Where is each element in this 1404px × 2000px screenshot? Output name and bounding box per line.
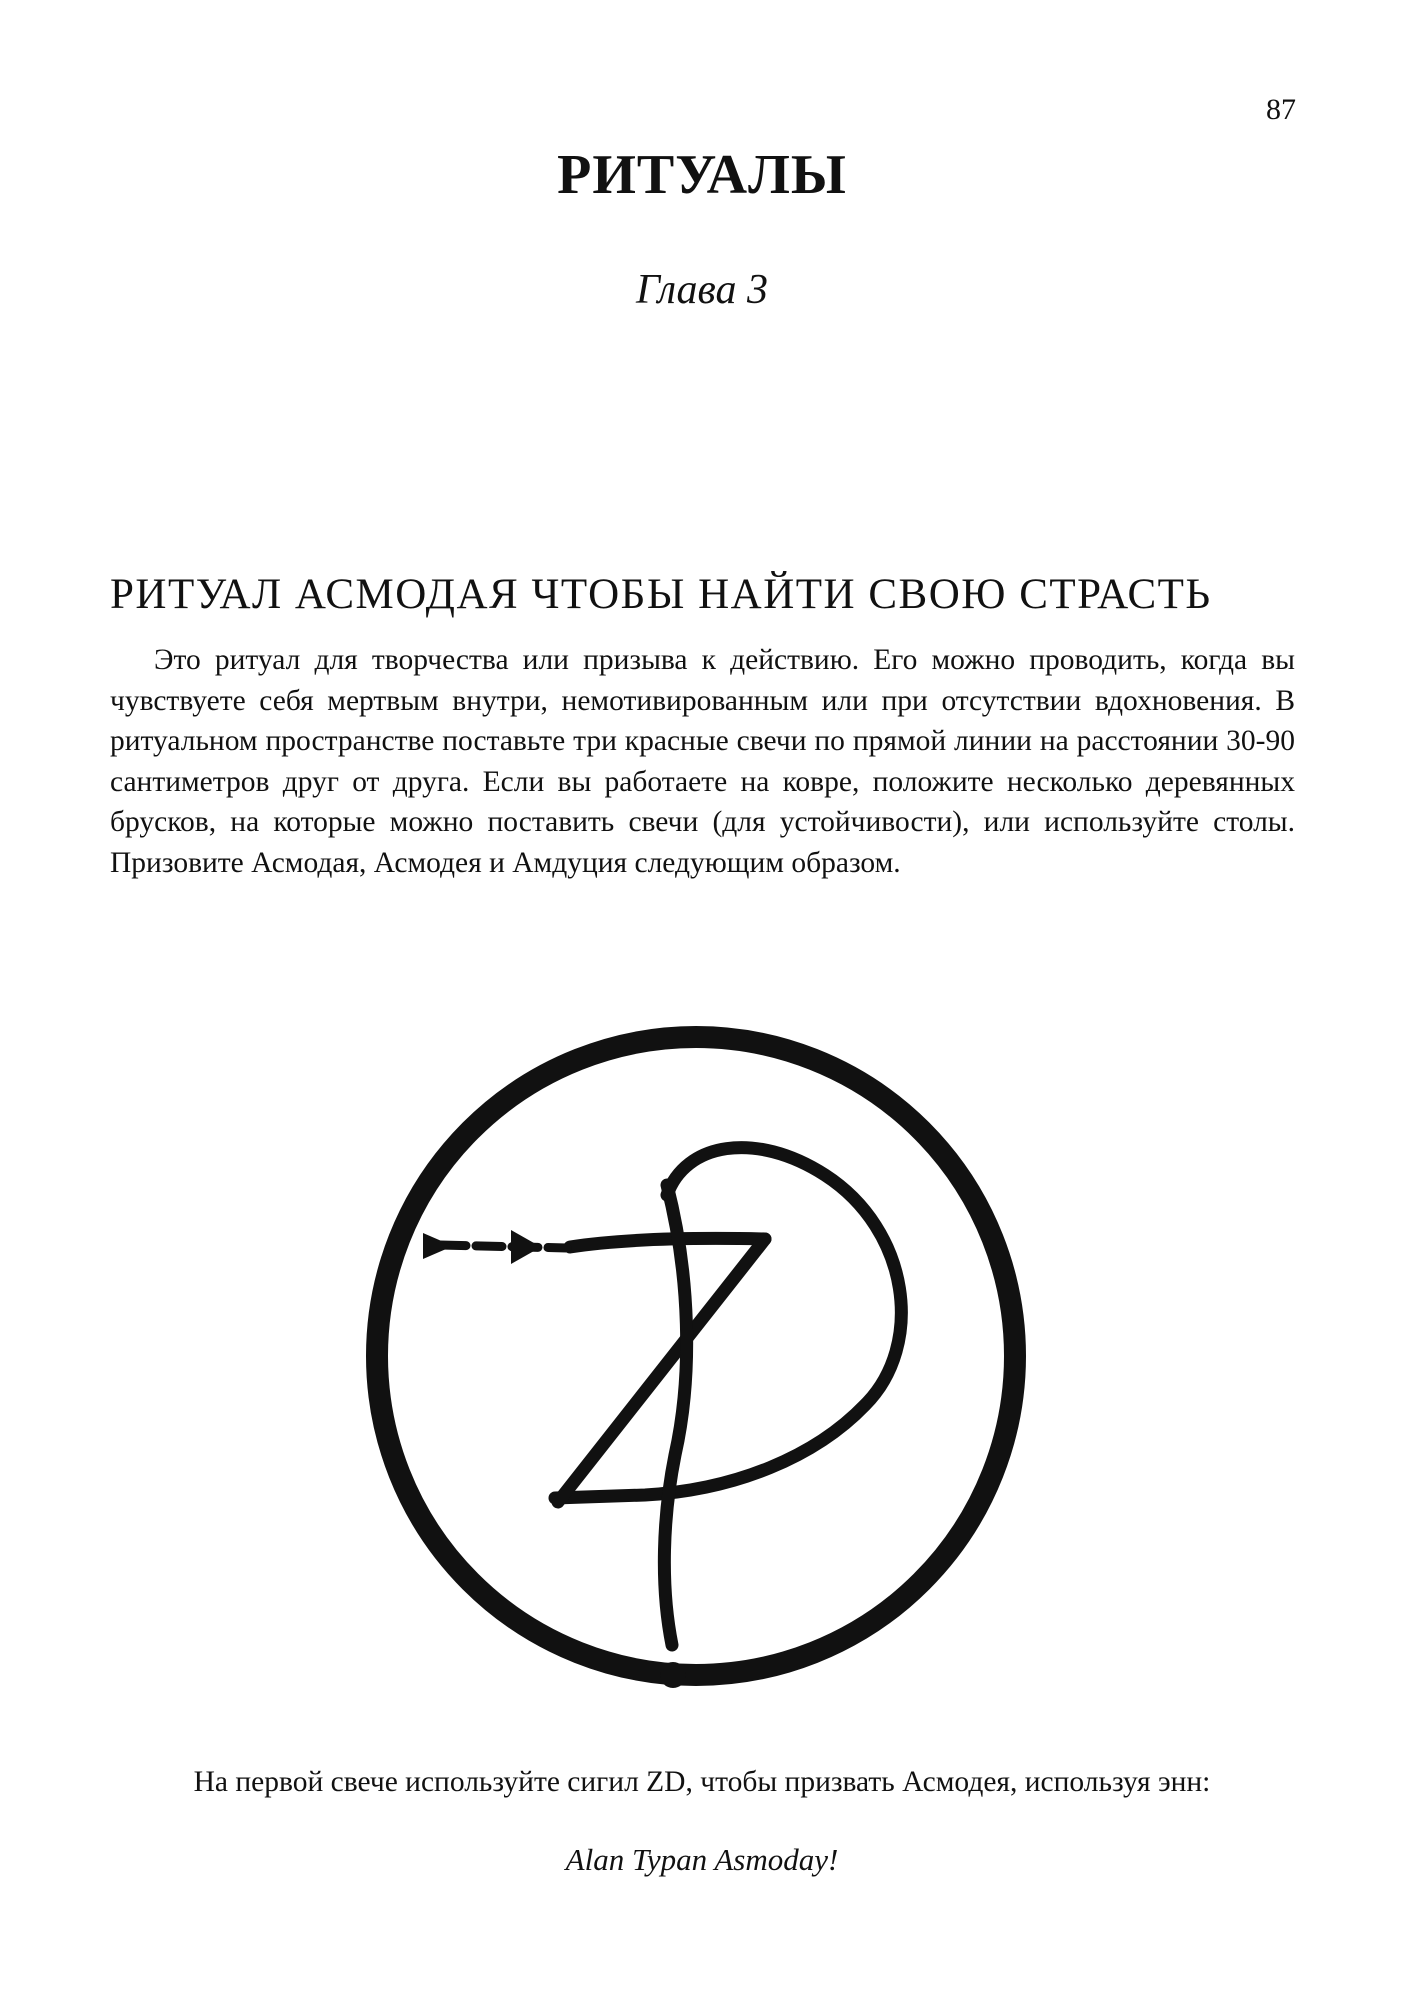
chapter-title: РИТУАЛЫ [557, 144, 847, 206]
sigil-z-top [570, 1238, 765, 1247]
chapter-subtitle: Глава 3 [636, 267, 768, 313]
sigil-arrow-shaft [440, 1245, 567, 1248]
sigil-arrow-tail [423, 1233, 453, 1259]
body-paragraph: Это ритуал для творчества или призыва к действию. Его можно проводить, когда вы чувствуете себя мертвым внутри, немотивированным или при отсутствии вдохновения. В ритуальном пространстве поставьте три красные свечи по прямой линии на расстоянии 30-90 сантиметров друг от друга. Если вы работаете на ковре, положите несколько деревянных брусков, на которые можно поставить свечи (для устойчивости), или используйте столы. Призовите Асмодая, Асмодея и Амдуция следующим образом. [110, 644, 1295, 879]
sigil-vertical-stroke [664, 1185, 686, 1645]
enn-incantation: Alan Typan Asmoday! [565, 1842, 839, 1877]
sigil-outer-circle [377, 1037, 1015, 1675]
sigil-arrow-head [511, 1230, 541, 1264]
zd-sigil-icon [345, 975, 1070, 1720]
page-number: 87 [1266, 93, 1296, 126]
section-heading: РИТУАЛ АСМОДАЯ ЧТОБЫ НАЙТИ СВОЮ СТРАСТЬ [110, 571, 1212, 618]
figure-caption: На первой свече используйте сигил ZD, чтобы призвать Асмодея, используя энн: [193, 1766, 1211, 1798]
sigil-dot [660, 1662, 686, 1688]
sigil-z-diagonal [558, 1239, 765, 1502]
